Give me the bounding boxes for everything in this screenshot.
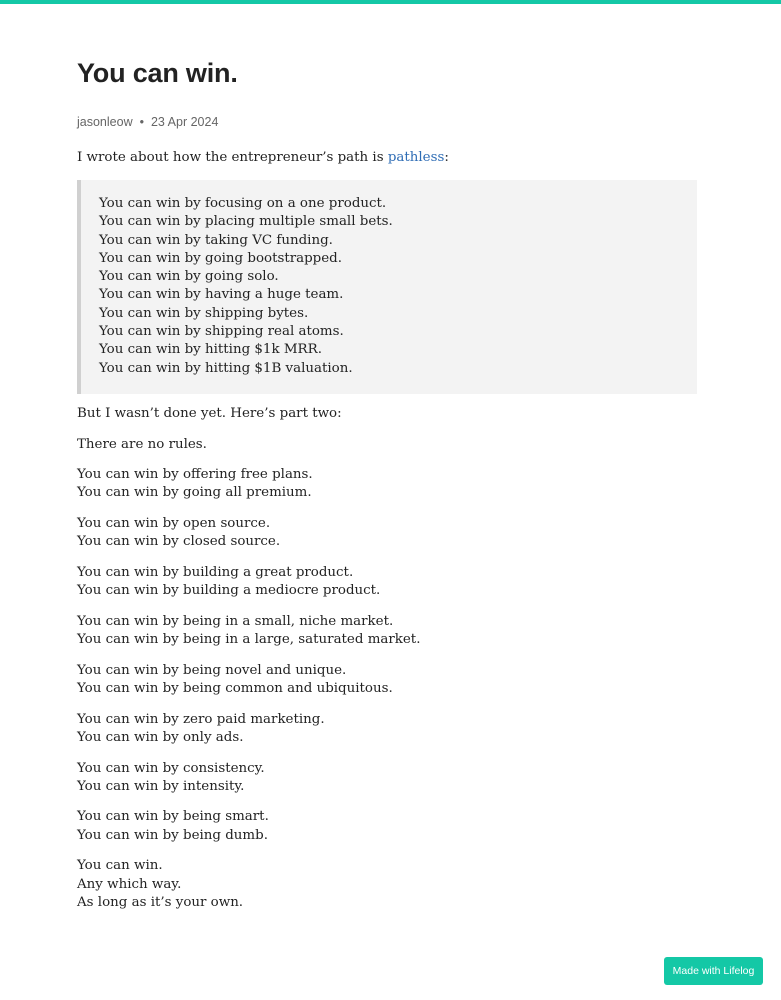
paragraph-line: You can win by closed source. [77, 534, 281, 550]
paragraph-line: You can win by only ads. [77, 729, 244, 745]
paragraph [77, 857, 697, 912]
paragraph [77, 436, 697, 454]
paragraph-line: But I wasn’t done yet. Here’s part two: [77, 406, 342, 421]
pathless-link[interactable]: pathless [387, 150, 445, 165]
quote-line: You can win by shipping real atoms. [99, 324, 344, 340]
paragraph [77, 564, 697, 601]
post-author[interactable]: jasonleow [77, 115, 133, 129]
post-meta [77, 115, 218, 129]
intro-colon: : [444, 150, 449, 165]
paragraph-line: You can win by being smart. [77, 809, 269, 825]
made-with-lifelog-button[interactable]: Made with Lifelog [664, 957, 763, 985]
quote-line: You can win by going solo. [99, 269, 279, 285]
blockquote [77, 180, 697, 394]
paragraph-line: You can win by going all premium. [77, 485, 312, 501]
quote-line: You can win by shipping bytes. [99, 305, 309, 321]
quote-line: You can win by going bootstrapped. [99, 250, 342, 266]
intro-paragraph [77, 149, 697, 167]
quote-line: You can win by hitting $1B valuation. [99, 360, 353, 376]
paragraph-line: You can win by being in a small, niche market. [77, 613, 394, 629]
paragraph-line: You can win by being dumb. [77, 827, 268, 843]
paragraph [77, 515, 697, 552]
post-title: You can win. [77, 58, 238, 88]
paragraph [77, 662, 697, 699]
paragraph-line: You can win by offering free plans. [77, 467, 313, 483]
paragraph-line: You can win by being common and ubiquitous. [77, 681, 393, 697]
paragraph-line: As long as it’s your own. [77, 894, 244, 910]
intro-text: I wrote about how the entrepreneur’s path is [77, 150, 388, 165]
paragraph [77, 711, 697, 748]
quote-line: You can win by focusing on a one product. [99, 196, 387, 211]
paragraph-line: You can win by zero paid marketing. [77, 711, 325, 727]
paragraph [77, 405, 697, 423]
meta-separator: • [139, 115, 144, 129]
paragraph [77, 466, 697, 503]
quote-line: You can win by taking VC funding. [99, 232, 333, 248]
paragraph-line: There are no rules. [77, 436, 207, 452]
paragraph [77, 760, 697, 797]
post-date: 23 Apr 2024 [150, 115, 219, 129]
post-paragraphs [77, 405, 697, 925]
paragraph-line: You can win. [77, 858, 163, 874]
post-body [77, 149, 697, 910]
top-accent-bar [0, 0, 781, 4]
paragraph-line: You can win by building a great product. [77, 564, 354, 580]
quote-line: You can win by having a huge team. [99, 287, 344, 303]
paragraph [77, 613, 697, 650]
paragraph-line: You can win by open source. [77, 516, 271, 532]
paragraph-line: You can win by being novel and unique. [77, 662, 347, 678]
quote-line: You can win by hitting $1k MRR. [99, 342, 322, 358]
paragraph-line: You can win by building a mediocre product. [77, 583, 381, 599]
quote-line: You can win by placing multiple small bets. [99, 214, 393, 230]
paragraph-line: You can win by consistency. [77, 760, 265, 776]
paragraph-line: You can win by being in a large, saturated market. [77, 632, 421, 648]
paragraph [77, 808, 697, 845]
paragraph-line: Any which way. [77, 876, 182, 892]
paragraph-line: You can win by intensity. [77, 778, 245, 794]
